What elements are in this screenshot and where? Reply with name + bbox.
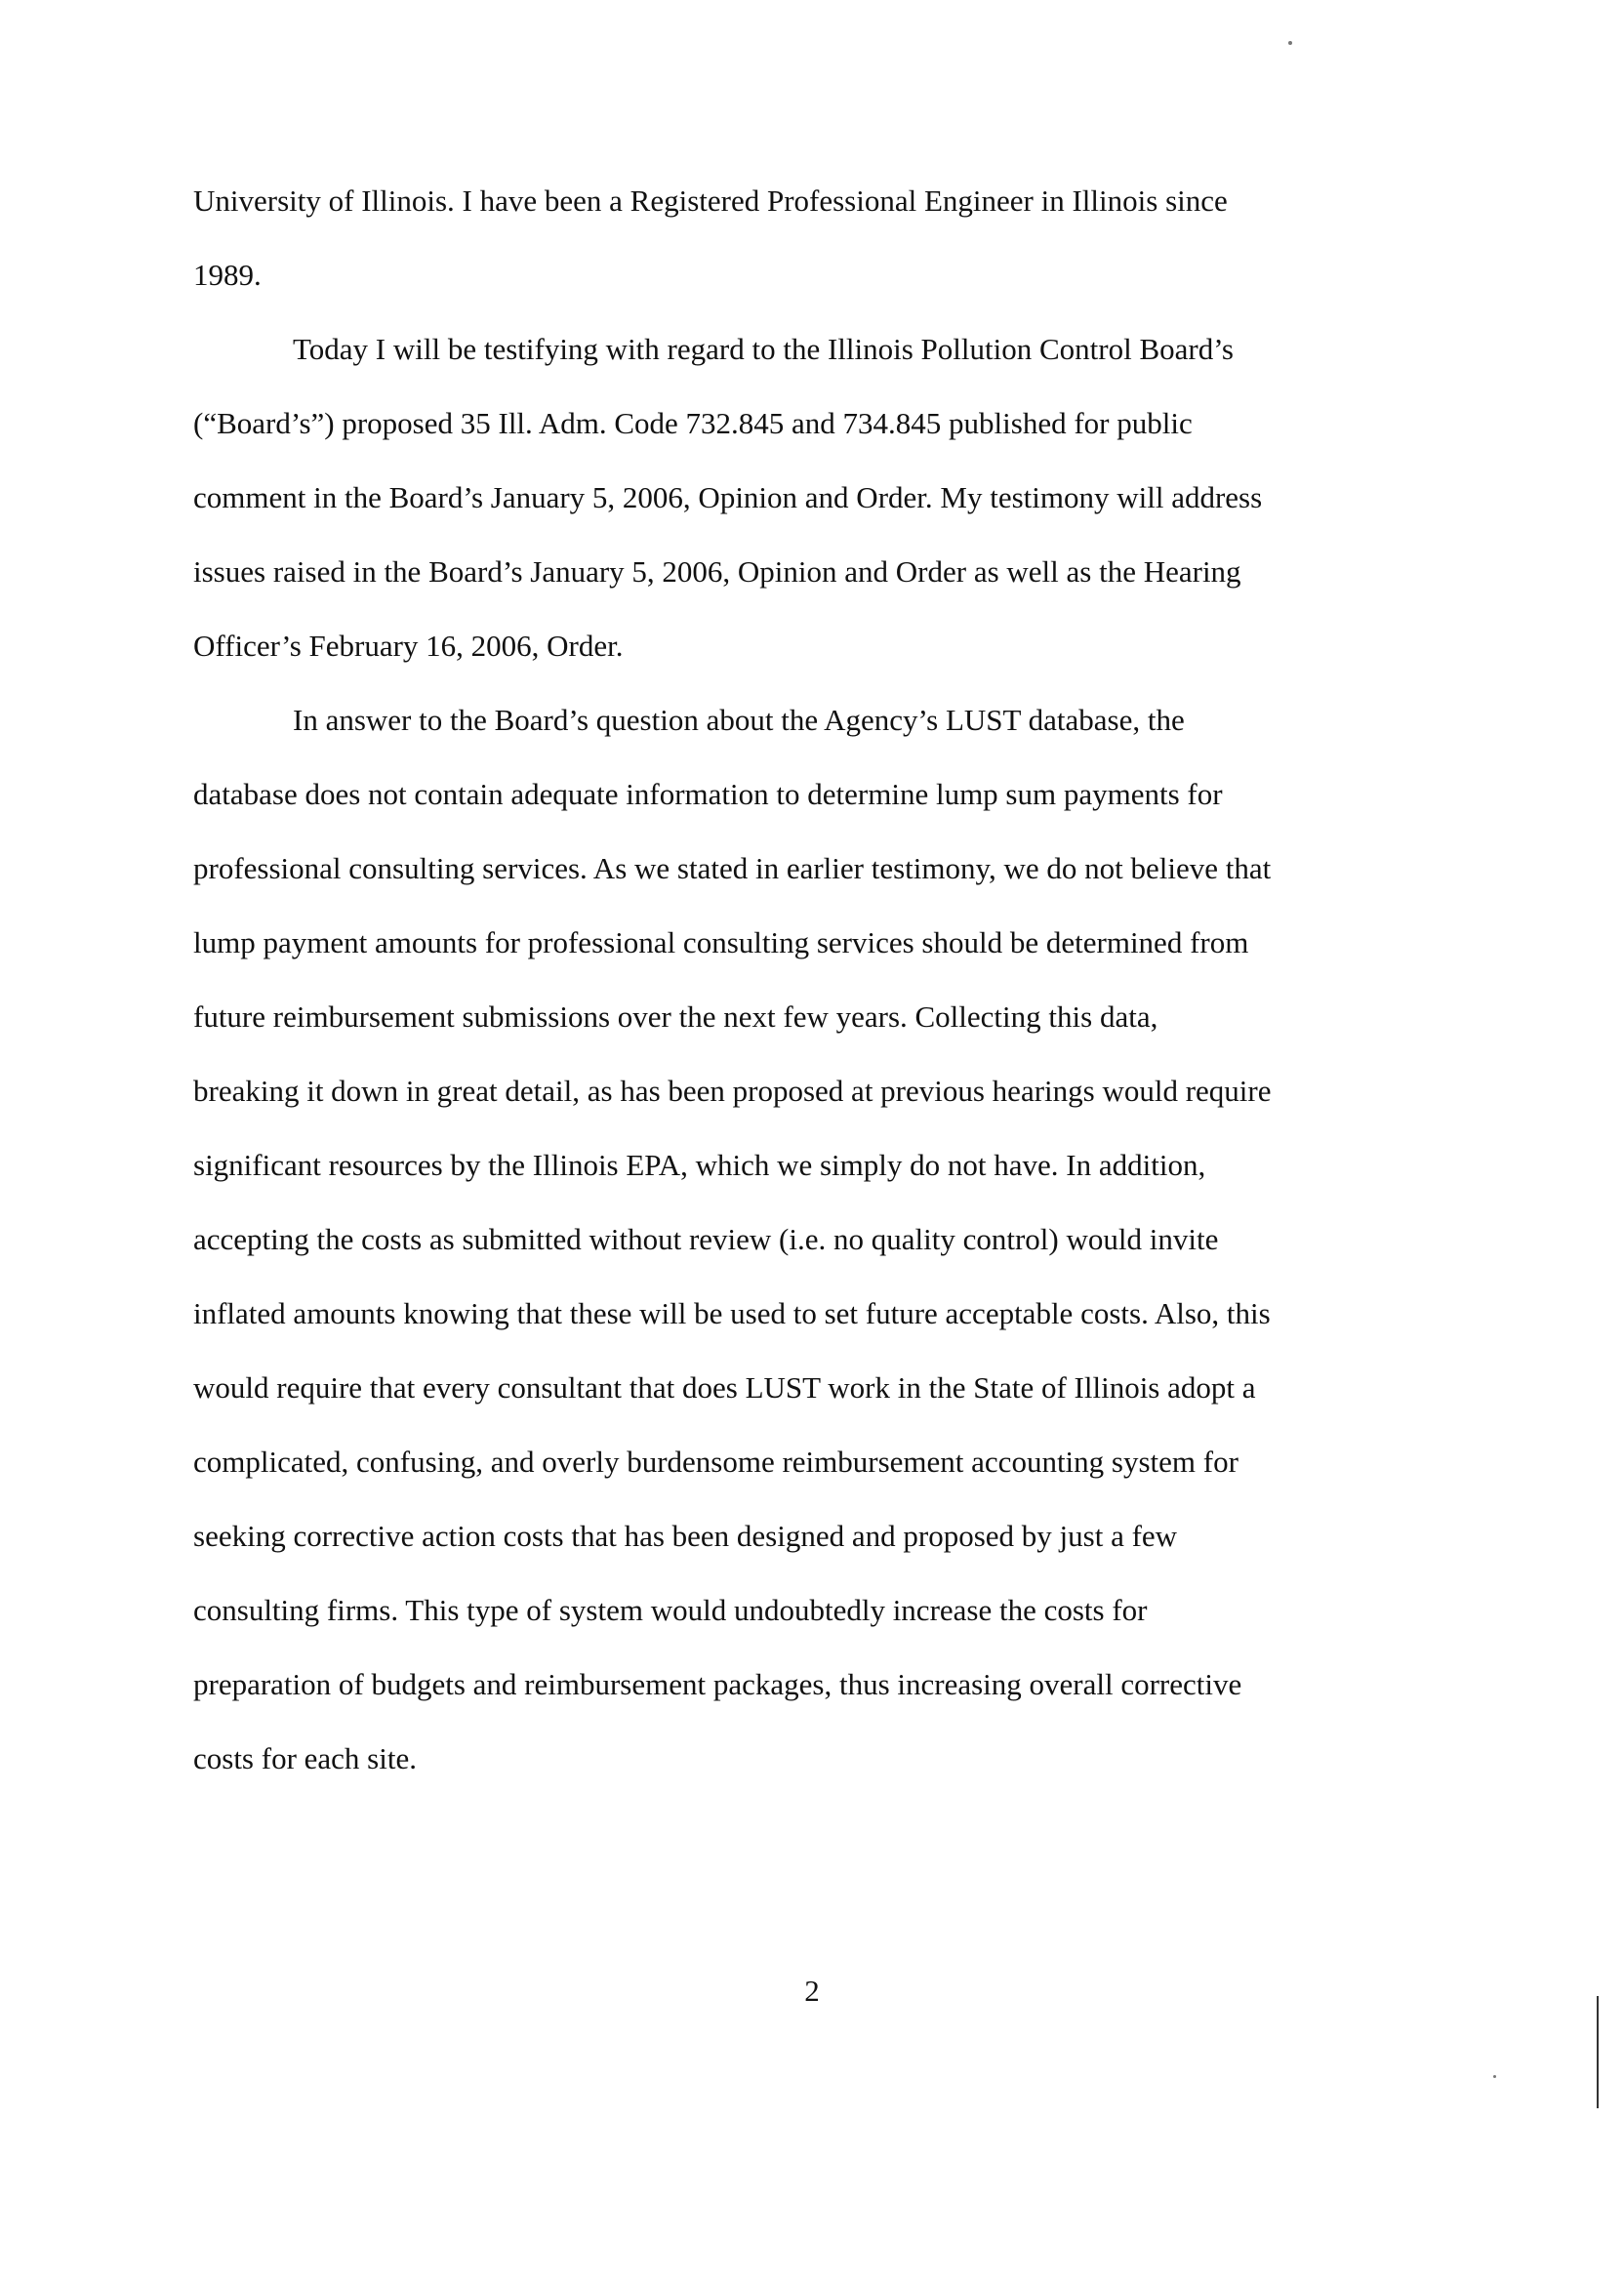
text-line: complicated, confusing, and overly burdensome reimbursement accounting system for — [193, 1445, 1238, 1479]
paragraph-start-line: In answer to the Board’s question about the Agency’s LUST database, the — [293, 703, 1185, 737]
text-line: costs for each site. — [193, 1741, 417, 1775]
body-text — [193, 164, 1374, 1796]
scan-speck — [1288, 41, 1292, 45]
text-line: Officer’s February 16, 2006, Order. — [193, 629, 624, 663]
scan-speck — [1493, 2075, 1496, 2078]
text-line: preparation of budgets and reimbursement packages, thus increasing overall corrective — [193, 1667, 1242, 1701]
text-line: 1989. — [193, 258, 262, 292]
text-line: breaking it down in great detail, as has been proposed at previous hearings would require — [193, 1074, 1272, 1108]
scan-edge-mark — [1597, 1996, 1599, 2108]
text-line: future reimbursement submissions over the next few years. Collecting this data, — [193, 999, 1158, 1034]
text-line: accepting the costs as submitted without review (i.e. no quality control) would invite — [193, 1222, 1219, 1256]
text-line: significant resources by the Illinois EPA, which we simply do not have. In addition, — [193, 1148, 1206, 1182]
text-line: (“Board’s”) proposed 35 Ill. Adm. Code 732.845 and 734.845 published for public — [193, 406, 1193, 440]
text-line: issues raised in the Board’s January 5, 2006, Opinion and Order as well as the Hearing — [193, 554, 1241, 589]
text-line: consulting firms. This type of system would undoubtedly increase the costs for — [193, 1593, 1148, 1627]
text-line: database does not contain adequate information to determine lump sum payments for — [193, 777, 1223, 811]
text-line: seeking corrective action costs that has been designed and proposed by just a few — [193, 1519, 1178, 1553]
text-line: University of Illinois. I have been a Registered Professional Engineer in Illinois since — [193, 183, 1228, 218]
page-number: 2 — [804, 1974, 820, 2008]
text-line: lump payment amounts for professional consulting services should be determined from — [193, 925, 1249, 959]
paragraph-start-line: Today I will be testifying with regard to the Illinois Pollution Control Board’s — [293, 332, 1234, 366]
text-line: professional consulting services. As we stated in earlier testimony, we do not believe that — [193, 851, 1272, 885]
text-line: would require that every consultant that does LUST work in the State of Illinois adopt a — [193, 1370, 1256, 1405]
text-line: inflated amounts knowing that these will be used to set future acceptable costs. Also, this — [193, 1296, 1271, 1330]
text-line: comment in the Board’s January 5, 2006, Opinion and Order. My testimony will address — [193, 480, 1263, 514]
